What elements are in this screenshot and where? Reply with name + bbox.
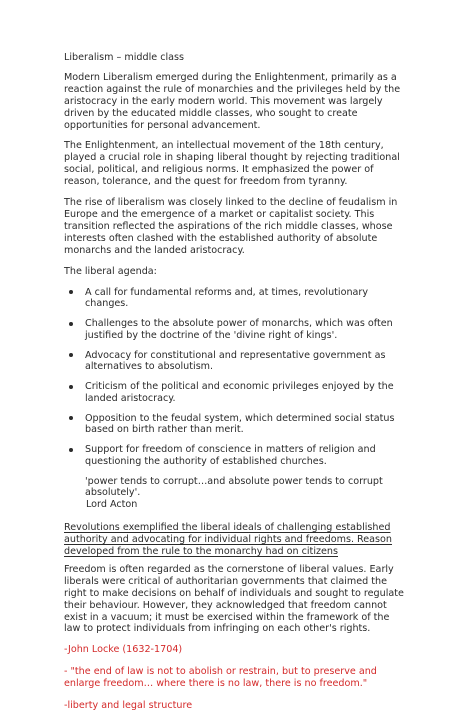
agenda-item-text: A call for fundamental reforms and, at times, revolutionary changes. xyxy=(85,286,369,310)
agenda-item-text: Advocacy for constitutional and representative government as alternatives to absolutism. xyxy=(85,349,386,373)
list-item xyxy=(64,318,408,342)
document-title: Liberalism – middle class xyxy=(64,52,185,63)
red-note-locke-quote: - "the end of law is not to abolish or restrain, but to preserve and enlarge freedom… where there is no law, there is no freedom." xyxy=(64,666,377,690)
paragraph-enlightenment: The Enlightenment, an intellectual movement of the 18th century, played a crucial role in shaping liberal thought by rejecting traditional social, political, and religious norms. It emphasized the power of reason, tolerance, and the quest for freedom from tyranny. xyxy=(64,140,400,188)
red-note-locke: -John Locke (1632-1704) xyxy=(64,644,183,656)
list-item xyxy=(64,350,408,374)
agenda-list xyxy=(64,287,408,468)
list-item xyxy=(64,287,408,311)
list-item xyxy=(64,444,408,468)
agenda-item-text: Opposition to the feudal system, which determined social status based on birth rather than merit. xyxy=(85,412,395,436)
bullet-icon xyxy=(69,448,73,452)
quote-author: Lord Acton xyxy=(86,499,138,511)
bullet-icon xyxy=(69,322,73,326)
bullet-icon xyxy=(69,416,73,420)
bullet-icon xyxy=(69,290,73,294)
agenda-intro: The liberal agenda: xyxy=(64,265,157,277)
bullet-icon xyxy=(69,353,73,357)
paragraph-rise-of-liberalism: The rise of liberalism was closely linked to the decline of feudalism in Europe and the emergence of a market or capitalist society. This transition reflected the aspirations of the rich middle classes, whose interests often clashed with the established authority of absolute monarchs and the landed aristocracy. xyxy=(64,197,398,256)
agenda-item-text: Criticism of the political and economic privileges enjoyed by the landed aristocracy. xyxy=(85,381,394,404)
revolutions-note: Revolutions exemplified the liberal ideals of challenging established authority and advocating for individual rights and freedoms. Reason developed from the rule to the monarchy had on citizens xyxy=(64,522,393,558)
bullet-icon xyxy=(69,385,73,389)
red-note-liberty: -liberty and legal structure xyxy=(64,700,193,712)
list-item xyxy=(64,381,408,405)
paragraph-freedom: Freedom is often regarded as the cornerstone of liberal values. Early liberals were critical of authoritarian governments that claimed the right to make decisions on behalf of individuals and sought to regulate their behaviour. However, they acknowledged that freedom cannot exist in a vacuum; it must be exercised within the framework of the law to protect individuals from infringing on each other's rights. xyxy=(64,563,404,635)
paragraph-modern-liberalism: Modern Liberalism emerged during the Enlightenment, primarily as a reaction against the rule of monarchies and the privileges held by the aristocracy in the early modern world. This movement was largely driven by the educated middle classes, who sought to create opportunities for personal advancement. xyxy=(64,71,401,131)
acton-quote xyxy=(85,476,408,512)
agenda-item-text: Support for freedom of conscience in matters of religion and questioning the authority of established churches. xyxy=(85,444,376,467)
list-item xyxy=(64,413,408,437)
quote-text: 'power tends to corrupt…and absolute power tends to corrupt absolutely'. xyxy=(85,475,383,499)
agenda-item-text: Challenges to the absolute power of monarchs, which was often justified by the doctrine of the 'divine right of kings'. xyxy=(85,318,393,341)
